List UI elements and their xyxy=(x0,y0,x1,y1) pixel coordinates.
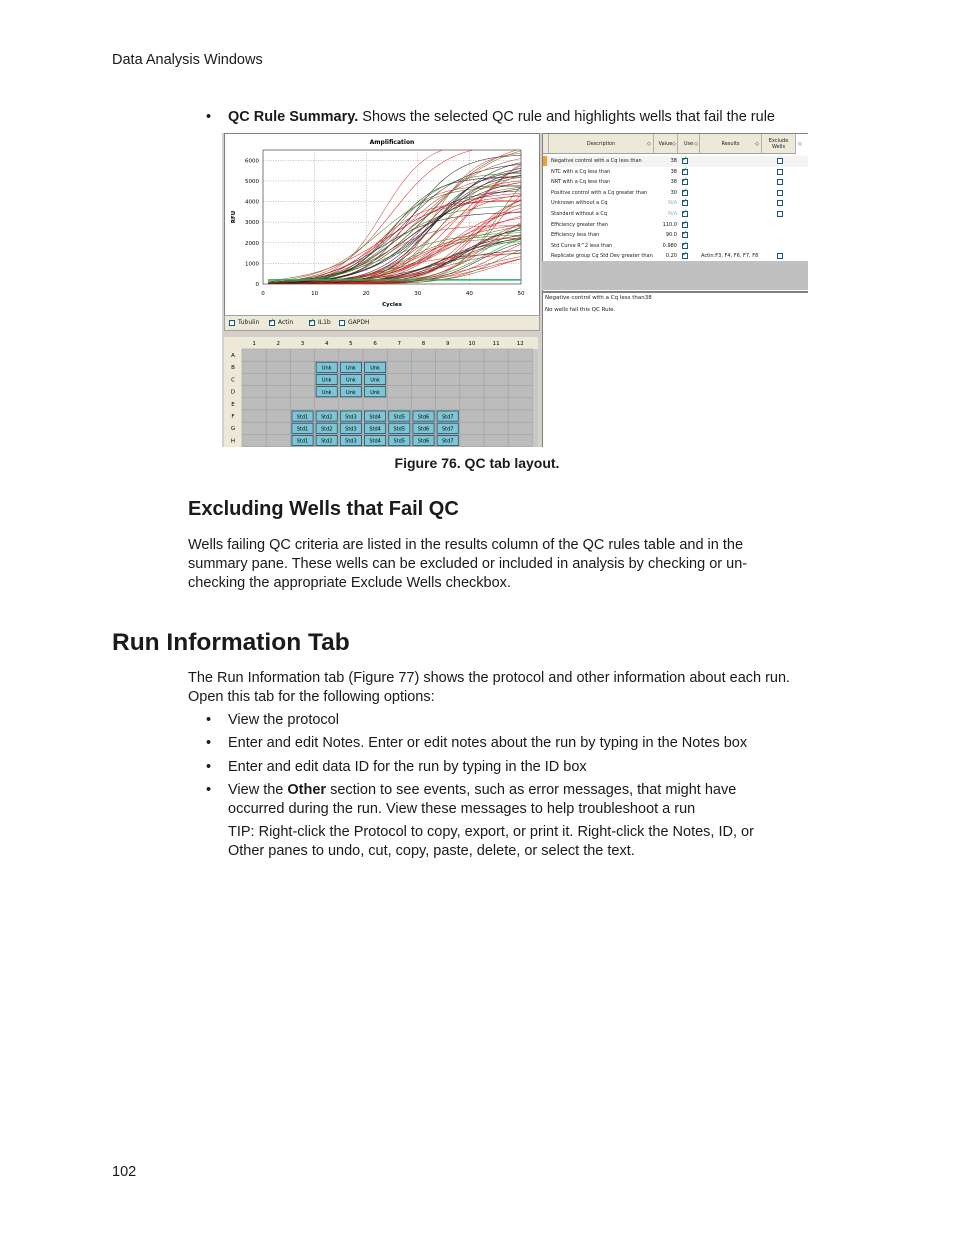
figure-caption: Figure 76. QC tab layout. xyxy=(394,455,560,471)
qc-rule-value[interactable]: 38 xyxy=(670,158,677,164)
plate-well-label: Std2 xyxy=(320,438,333,445)
plate-well-label: Unk xyxy=(346,389,356,396)
plate-well xyxy=(266,410,290,422)
plate-well xyxy=(290,361,314,373)
exclude-header-label: Exclude Wells xyxy=(768,137,789,150)
legend-label: GAPDH xyxy=(348,319,370,326)
qc-rule-use-checkbox[interactable] xyxy=(682,200,688,206)
plate-well xyxy=(290,386,314,398)
plate-well-label: Std7 xyxy=(441,426,454,433)
exclude-wells-checkbox[interactable] xyxy=(777,158,783,164)
row-selector[interactable] xyxy=(543,156,547,166)
qc-rule-use-checkbox[interactable] xyxy=(682,243,688,249)
plate-well xyxy=(460,349,484,361)
plate-well xyxy=(242,398,266,410)
bullet-view-protocol xyxy=(206,711,339,730)
plate-col-label: 2 xyxy=(276,341,281,347)
plate-well xyxy=(290,373,314,385)
chart-legend-bar xyxy=(224,315,540,331)
sort-icon[interactable]: ◇ xyxy=(694,140,698,147)
plate-well xyxy=(290,398,314,410)
plate-row-label: F xyxy=(231,414,235,420)
exclude-wells-checkbox[interactable] xyxy=(777,211,783,217)
bullet-dot: • xyxy=(206,782,212,798)
plate-well-label: Std7 xyxy=(441,438,454,445)
plate-well xyxy=(411,349,435,361)
plate-well-label: Unk xyxy=(321,389,332,396)
bullet-dot: • xyxy=(206,109,212,125)
summary-result: No wells fail this QC Rule. xyxy=(545,307,616,313)
qc-rule-description: Efficiency greater than xyxy=(551,221,608,228)
run-info-intro xyxy=(188,669,790,707)
qc-rule-description: Positive control with a Cq greater than xyxy=(551,189,648,196)
plate-well xyxy=(484,386,508,398)
plate-well xyxy=(242,361,266,373)
bullet-bold-term: Other xyxy=(287,782,327,798)
plate-well xyxy=(484,410,508,422)
plate-col-label: 9 xyxy=(445,341,450,347)
qc-rule-value[interactable]: 0.980 xyxy=(662,242,677,249)
plate-well xyxy=(387,386,411,398)
qc-rule-use-checkbox[interactable] xyxy=(682,158,688,164)
bullet-text: Shows the selected QC rule and highlights wells that fail the rule xyxy=(358,109,775,125)
plate-col-label: 3 xyxy=(300,341,305,347)
plate-well xyxy=(266,398,290,410)
bullet-text: View the protocol xyxy=(228,712,339,728)
plate-well-label: Std5 xyxy=(393,414,406,421)
plate-well xyxy=(315,349,339,361)
exclude-wells-checkbox[interactable] xyxy=(777,169,783,175)
qc-table-empty-area xyxy=(542,261,808,290)
plate-well xyxy=(290,349,314,361)
qc-rule-use-checkbox[interactable] xyxy=(682,179,688,185)
y-tick-label: 5000 xyxy=(245,178,259,185)
plate-well-label: Unk xyxy=(321,365,332,372)
description-header-label: Description xyxy=(586,140,616,147)
plate-well xyxy=(508,434,532,446)
bullet-bold-term: QC Rule Summary. xyxy=(228,109,359,125)
plate-well xyxy=(460,386,484,398)
qc-rule-row[interactable] xyxy=(543,220,808,231)
plate-grid xyxy=(224,337,538,447)
plate-well-label: Std5 xyxy=(393,438,406,445)
plate-well xyxy=(339,349,363,361)
plate-well-label: Std2 xyxy=(320,414,333,421)
amplification-chart-pane xyxy=(224,133,540,316)
col-header-description[interactable] xyxy=(549,134,654,154)
exclude-wells-checkbox[interactable] xyxy=(777,253,783,259)
qc-rule-value[interactable]: 30 xyxy=(670,189,677,196)
paragraph-line: checking the appropriate Exclude Wells checkbox. xyxy=(188,575,511,591)
plate-well-label: Unk xyxy=(370,377,380,384)
plate-well xyxy=(411,386,435,398)
qc-rule-value[interactable]: N/A xyxy=(668,200,677,207)
plate-well xyxy=(266,386,290,398)
qc-rule-description: Unknown without a Cq xyxy=(551,200,608,207)
x-tick-label: 30 xyxy=(414,291,422,297)
plate-col-label: 5 xyxy=(349,341,353,347)
y-tick-label: 0 xyxy=(255,282,259,288)
paragraph-line: Wells failing QC criteria are listed in the results column of the QC rules table and in the xyxy=(188,537,744,553)
qc-rule-row[interactable] xyxy=(543,241,808,252)
plate-well xyxy=(363,349,387,361)
row-selector[interactable] xyxy=(543,167,547,177)
y-tick-label: 4000 xyxy=(245,199,259,206)
legend-item[interactable] xyxy=(309,319,331,326)
plate-well xyxy=(436,349,460,361)
plate-well xyxy=(508,398,532,410)
plate-well xyxy=(484,422,508,434)
plate-well xyxy=(460,361,484,373)
plate-well xyxy=(266,422,290,434)
exclude-wells-checkbox[interactable] xyxy=(777,190,783,196)
plate-well-label: Std1 xyxy=(296,438,309,445)
page-number: 102 xyxy=(112,1164,137,1180)
row-selector[interactable] xyxy=(543,209,547,219)
plate-well xyxy=(508,422,532,434)
plate-well xyxy=(315,398,339,410)
qc-rule-description: Standard without a Cq xyxy=(551,211,608,217)
sort-icon[interactable]: ◇ xyxy=(647,140,651,147)
plate-well-label: Unk xyxy=(370,389,380,396)
plate-well xyxy=(242,349,266,361)
plate-well xyxy=(484,398,508,410)
bullet-notes xyxy=(206,734,748,753)
y-tick-label: 3000 xyxy=(245,220,259,227)
plate-well xyxy=(266,349,290,361)
qc-rule-use-checkbox[interactable] xyxy=(682,222,688,228)
bullet-text: section to see events, such as error messages, that might have xyxy=(326,782,737,798)
plate-well xyxy=(242,410,266,422)
plate-well xyxy=(339,398,363,410)
bullet-dot: • xyxy=(206,735,212,751)
section-heading-excluding: Excluding Wells that Fail QC xyxy=(188,498,459,520)
bullet-text: View the xyxy=(228,782,288,798)
row-selector[interactable] xyxy=(543,251,547,261)
plate-row-label: E xyxy=(231,401,235,408)
qc-rule-summary-bullet xyxy=(206,108,775,127)
qc-rule-description: Efficiency less than xyxy=(551,232,600,239)
plate-row-label: C xyxy=(231,377,235,384)
x-axis-label: Cycles xyxy=(382,302,402,308)
plate-row-label: D xyxy=(230,389,236,396)
plate-well-label: Std1 xyxy=(296,426,309,433)
legend-checkbox[interactable] xyxy=(269,320,275,326)
plate-well xyxy=(460,398,484,410)
plate-well xyxy=(242,386,266,398)
plate-well xyxy=(242,434,266,446)
plate-col-header-bg xyxy=(224,337,538,349)
qc-rule-row[interactable] xyxy=(543,188,808,199)
tip-paragraph xyxy=(228,823,754,861)
plate-col-label: 10 xyxy=(468,341,476,347)
legend-label: IL1b xyxy=(318,319,331,326)
exclude-wells-checkbox[interactable] xyxy=(777,200,783,206)
qc-rule-use-checkbox[interactable] xyxy=(682,190,688,196)
y-tick-label: 1000 xyxy=(245,261,259,268)
plate-well xyxy=(436,373,460,385)
y-tick-label: 2000 xyxy=(245,240,259,247)
plate-well xyxy=(484,373,508,385)
qc-rule-row[interactable] xyxy=(543,167,808,178)
plate-well xyxy=(387,398,411,410)
qc-rule-row[interactable] xyxy=(543,230,808,241)
qc-rule-row[interactable] xyxy=(543,198,808,209)
sort-icon[interactable]: ◇ xyxy=(672,140,676,147)
plate-well xyxy=(436,386,460,398)
section-heading-run-information: Run Information Tab xyxy=(112,629,350,656)
plate-well xyxy=(460,434,484,446)
x-tick-label: 50 xyxy=(517,291,525,297)
plate-well xyxy=(508,373,532,385)
col-header-exclude-wells[interactable] xyxy=(762,134,802,154)
plate-row-label: G xyxy=(230,426,236,433)
row-selector[interactable] xyxy=(543,230,547,240)
qc-rule-description: Negative control with a Cq less than xyxy=(551,158,642,164)
plate-col-label: 1 xyxy=(252,341,256,347)
plate-well-label: Unk xyxy=(321,377,332,384)
summary-rule: Negative control with a Cq less than38 xyxy=(545,295,652,301)
plate-col-label: 6 xyxy=(373,341,377,347)
plate-row-label: H xyxy=(230,438,236,445)
plate-well xyxy=(242,422,266,434)
chart-title: Amplification xyxy=(369,139,415,146)
plate-well-label: Unk xyxy=(370,365,380,372)
plate-well xyxy=(411,373,435,385)
plate-well xyxy=(508,349,532,361)
qc-tab-figure xyxy=(222,133,808,447)
plate-col-label: 4 xyxy=(324,341,329,347)
plate-well-label: Std7 xyxy=(441,414,454,421)
plate-well xyxy=(363,398,387,410)
row-selector[interactable] xyxy=(543,220,547,230)
row-selector[interactable] xyxy=(543,177,547,187)
qc-rule-value[interactable]: 38 xyxy=(670,179,677,186)
amplification-chart xyxy=(225,134,539,315)
legend-checkbox[interactable] xyxy=(339,320,345,326)
plate-well xyxy=(484,349,508,361)
qc-rule-use-checkbox[interactable] xyxy=(682,253,688,259)
plate-well xyxy=(411,398,435,410)
plate-well xyxy=(387,361,411,373)
qc-rule-description: Std Curve R^2 less than xyxy=(551,242,613,249)
bullet-dot: • xyxy=(206,759,212,775)
plate-well-label: Unk xyxy=(346,365,356,372)
qc-summary-pane xyxy=(542,292,808,447)
plate-well-label: Std4 xyxy=(369,438,381,445)
plate-row-label: A xyxy=(231,353,235,359)
results-header-label: Results xyxy=(721,140,740,147)
x-tick-label: 20 xyxy=(362,291,370,297)
legend-label: Tubulin xyxy=(238,319,260,326)
plate-well xyxy=(242,373,266,385)
paragraph-line: summary pane. These wells can be excluded or included in analysis by checking or un- xyxy=(188,556,748,572)
sort-icon[interactable]: ◇ xyxy=(755,140,759,147)
plate-well xyxy=(484,434,508,446)
qc-rule-description: NTC with a Cq less than xyxy=(551,168,611,175)
plate-well xyxy=(460,373,484,385)
plate-well xyxy=(484,361,508,373)
use-header-label: Use xyxy=(683,140,694,147)
bullet-text: Enter and edit data ID for the run by typing in the ID box xyxy=(228,759,587,775)
legend-label: Actin xyxy=(278,319,294,326)
plate-well xyxy=(508,386,532,398)
well-plate-view xyxy=(224,337,538,447)
qc-rule-use-checkbox[interactable] xyxy=(682,169,688,175)
qc-rule-value[interactable]: 110.0 xyxy=(662,221,677,228)
x-tick-label: 0 xyxy=(261,291,265,297)
y-tick-label: 6000 xyxy=(245,158,259,165)
plate-well xyxy=(508,361,532,373)
tip-line: Other panes to undo, cut, copy, paste, delete, or select the text. xyxy=(228,843,635,859)
qc-rule-description: NRT with a Cq less than xyxy=(551,179,611,186)
bullet-text-line2: occurred during the run. View these messages to help troubleshoot a run xyxy=(228,801,696,817)
plate-well xyxy=(460,422,484,434)
plate-well-label: Std4 xyxy=(369,426,381,433)
running-header: Data Analysis Windows xyxy=(112,52,263,68)
plate-well-label: Std4 xyxy=(369,414,381,421)
x-tick-label: 10 xyxy=(311,291,319,297)
plate-well xyxy=(387,373,411,385)
value-header-label: Value xyxy=(658,140,673,147)
qc-rule-use-checkbox[interactable] xyxy=(682,211,688,217)
legend-item[interactable] xyxy=(229,319,259,326)
plate-well-label: Std3 xyxy=(345,438,357,445)
qc-rule-value[interactable]: 38 xyxy=(670,168,677,175)
qc-rule-row[interactable] xyxy=(543,209,808,220)
plate-well-label: Std5 xyxy=(393,426,406,433)
plate-well-label: Std3 xyxy=(345,426,357,433)
tip-line: TIP: Right-click the Protocol to copy, export, or print it. Right-click the Notes, ID, or xyxy=(228,824,754,840)
qc-rule-row[interactable] xyxy=(543,156,808,167)
col-header-value[interactable] xyxy=(654,134,678,154)
plate-well xyxy=(508,410,532,422)
plate-well-label: Std1 xyxy=(296,414,309,421)
qc-rule-value[interactable]: N/A xyxy=(668,211,677,217)
plate-col-label: 8 xyxy=(421,341,426,347)
paragraph-line: Open this tab for the following options: xyxy=(188,689,435,705)
plate-well-label: Unk xyxy=(346,377,356,384)
legend-checkbox[interactable] xyxy=(309,320,315,326)
plate-col-label: 11 xyxy=(492,341,500,347)
plate-col-label: 7 xyxy=(397,341,402,347)
legend-item[interactable] xyxy=(339,319,370,326)
plate-well xyxy=(266,361,290,373)
plate-well xyxy=(266,373,290,385)
plate-well-label: Std3 xyxy=(345,414,357,421)
plate-well xyxy=(411,361,435,373)
plate-well-label: Std6 xyxy=(417,414,430,421)
legend-item[interactable] xyxy=(269,319,293,326)
plate-well-label: Std6 xyxy=(417,438,430,445)
qc-rule-value[interactable]: 0.20 xyxy=(665,253,677,260)
exclude-wells-checkbox[interactable] xyxy=(777,179,783,185)
qc-rule-use-checkbox[interactable] xyxy=(682,232,688,238)
col-header-use[interactable] xyxy=(678,134,700,154)
x-tick-label: 40 xyxy=(465,291,473,297)
row-selector[interactable] xyxy=(543,188,547,198)
qc-rule-results: Actin:F3, F4, F6, F7, F8 xyxy=(701,253,759,260)
excluding-paragraph xyxy=(188,536,747,593)
bullet-other xyxy=(206,781,737,819)
plate-row-label: B xyxy=(231,365,235,372)
bullet-dot: • xyxy=(206,712,212,728)
row-selector[interactable] xyxy=(543,241,547,251)
plate-well xyxy=(460,410,484,422)
sort-icon[interactable]: ◇ xyxy=(798,140,802,147)
qc-rule-row[interactable] xyxy=(543,177,808,188)
legend-checkbox[interactable] xyxy=(229,320,235,326)
bullet-data-id xyxy=(206,758,587,777)
qc-rule-description: Replicate group Cq Std Dev greater than xyxy=(551,253,653,260)
bullet-text: Enter and edit Notes. Enter or edit notes about the run by typing in the Notes box xyxy=(228,735,748,751)
col-header-results[interactable] xyxy=(700,134,762,154)
plate-well xyxy=(266,434,290,446)
qc-rule-value[interactable]: 90.0 xyxy=(665,232,677,239)
plate-well-label: Std6 xyxy=(417,426,430,433)
row-selector[interactable] xyxy=(543,198,547,208)
plate-well-label: Std2 xyxy=(320,426,333,433)
plate-well xyxy=(436,361,460,373)
plate-col-label: 12 xyxy=(516,341,524,347)
plate-well xyxy=(387,349,411,361)
plate-well xyxy=(436,398,460,410)
y-axis-label: RFU xyxy=(231,210,237,224)
paragraph-line: The Run Information tab (Figure 77) shows the protocol and other information about each run. xyxy=(188,670,791,686)
